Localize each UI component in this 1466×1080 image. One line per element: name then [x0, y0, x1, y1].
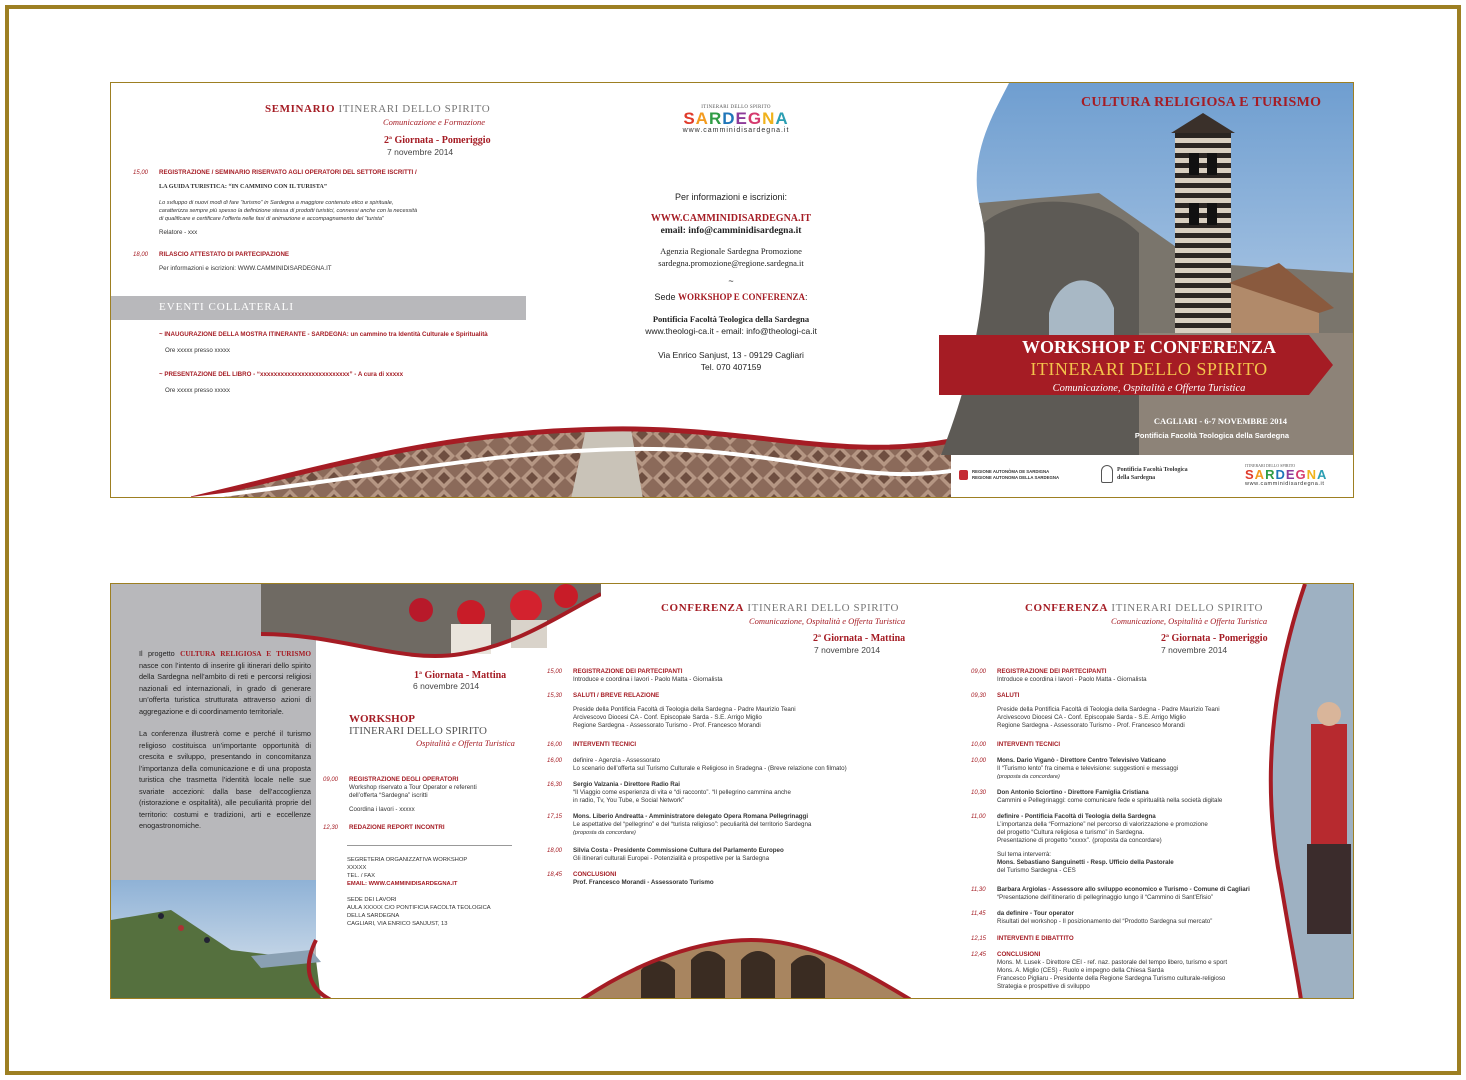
- sardegna-wordmark: SARDEGNA: [683, 109, 789, 128]
- workshop-date: 6 novembre 2014: [413, 681, 480, 691]
- segreteria-block: SEGRETERIA ORGANIZZATIVA WORKSHOP XXXXX TEL. / FAX EMAIL: WWW.CAMMINIDISARDEGNA.IT: [347, 857, 468, 887]
- workshop-divider: [347, 845, 512, 846]
- conf2-day: 2ª Giornata - Pomeriggio: [1161, 633, 1268, 644]
- workshop-header: WORKSHOP ITINERARI DELLO SPIRITO: [349, 713, 487, 737]
- conf2-subtitle: Comunicazione, Ospitalità e Offerta Turistica: [1111, 616, 1268, 626]
- seminario-date: 7 novembre 2014: [387, 147, 454, 157]
- cover-title-1: WORKSHOP E CONFERENZA: [1021, 337, 1277, 357]
- evento-libro: ~ PRESENTAZIONE DEL LIBRO - “xxxxxxxxxxxxxxxxxxxxxxxxxx” - A cura di xxxxx Ore xxxxx presso xxxxx: [159, 371, 404, 394]
- conf2-date: 7 novembre 2014: [1161, 645, 1228, 655]
- mosaic-path-photo: [191, 401, 951, 498]
- conf2-header: CONFERENZA ITINERARI DELLO SPIRITO: [1025, 602, 1264, 614]
- cover-title-3: Comunicazione, Ospitalità e Offerta Turistica: [1052, 383, 1246, 394]
- procession-photo: [261, 584, 601, 664]
- logo-facolta: Pontificia Facoltà Teologica della Sardegna: [1101, 465, 1188, 483]
- seminario-header: SEMINARIO ITINERARI DELLO SPIRITO: [265, 103, 491, 115]
- hikers-photo: [111, 880, 331, 999]
- romanesque-arches-photo: [581, 920, 911, 999]
- workshop-day: 1ª Giornata - Mattina: [414, 670, 507, 681]
- website-link[interactable]: WWW.CAMMINIDISARDEGNA.IT: [650, 213, 812, 224]
- conf1-header: CONFERENZA ITINERARI DELLO SPIRITO: [661, 602, 900, 614]
- seminario-subtitle: Comunicazione e Formazione: [383, 117, 485, 127]
- conf1-day: 2ª Giornata - Mattina: [813, 633, 906, 644]
- eventi-collaterali-bar: EVENTI COLLATERALI: [111, 296, 526, 320]
- cover-city-date: CAGLIARI - 6-7 NOVEMBRE 2014: [1153, 416, 1287, 426]
- brochure-outside-sheet: SEMINARIO ITINERARI DELLO SPIRITO Comunicazione e Formazione 2ª Giornata - Pomeriggio 7 novembre 2014 15,00 REGISTRAZIONE / SEMINARIO RISERVATO AGLI OPERATORI DEL SETTORE ISCRITTI / LA GUIDA TURISTICA: “IN CAMMINO CON IL TURISTA” Lo sviluppo di nuovi modi di fare “turismo” in Sardegna a maggiore contenuto etico e spirituale, caratterizza sempre più spesso la definizione stessa di prodotti turistici, connessi anche con la necessità di qualificare e certificare l’offerta nelle fasi di animazione e accompagnamento del “turista” Relatore - xxx 18,00 RILASCIO ATTESTATO DI PARTECIPAZIONE Per informazioni e iscrizioni: WWW.CAMMINIDISARDEGNA.IT EVENTI COLLATERALI ~ INAUGURAZIONE DELLA MOSTRA ITINERANTE - SARDEGNA: un cammino tra Identità Culturale e Spiritualità Ore xxxxx presso xxxxx ~ PRESENTAZIONE DEL LIBRO - “xxxxxxxxxxxxxxxxxxxxxxxxxx” - A cura di xxxxx Ore xxxxx presso xxxxx ITINERARI DELLO SPIRITO SARDEGNA www.camminidisardegna.it Per informazioni e iscrizioni: WWW.CAMMINIDISARDEGNA.IT email: info@camminidisardegna.it Agenzia Regionale Sardegna Promozione sardegna.promozione@regione.sardegna.it ~ Sede WORKSHOP E CONFERENZA: Pontificia Facoltà Teologica della Sardegna www.theologi-ca.it - email: info@theologi-ca.it Via Enrico Sanjust, 13 - 09129 Cagliari Tel. 070 407159 CULTURA RELIGIOSA E TURISMO WORKSHOP E CONFERENZA ITINERARI DELLO SPIRITO Comunicazione, Ospitalità e Offerta Turistica CAGLIARI - 6-7 NOVEMBRE 2014 Pontificia Facoltà Teologica della Sardegna REGIONE AUTONÒMA DE SARDIGNA REGIONE AUTONOMA DELLA SARDEGNA Pontificia Facoltà Teologica della Sardegna ITINERARI DELLO SPIRITO SARDEGNA www.camminidisardegna.it: [110, 82, 1354, 498]
- cover-title-2: ITINERARI DELLO SPIRITO: [1030, 359, 1268, 379]
- sardegna-wordmark-small: SARDEGNA: [1245, 467, 1328, 482]
- conf1-subtitle: Comunicazione, Ospitalità e Offerta Turistica: [749, 616, 906, 626]
- workshop-subtitle: Ospitalità e Offerta Turistica: [416, 738, 515, 748]
- sardegna-logo-cover: ITINERARI DELLO SPIRITO SARDEGNA www.camminidisardegna.it: [1245, 463, 1341, 487]
- evento-mostra: ~ INAUGURAZIONE DELLA MOSTRA ITINERANTE - SARDEGNA: un cammino tra Identità Culturale e Spiritualità Ore xxxxx presso xxxxx: [159, 331, 488, 354]
- logo-regione: REGIONE AUTONÒMA DE SARDIGNA REGIONE AUTONOMA DELLA SARDEGNA: [959, 469, 1059, 480]
- intro-text: Il progetto CULTURA RELIGIOSA E TURISMO nasce con l’intento di inserire gli itinerari dello spirito della Sardegna nell’ambito di reti e percorsi religiosi nazionali ed internazionali, in grado di generare un’offerta turistica strutturata attraverso azioni di aggregazione e di coordinamento territoriale. La conferenza illustrerà come e perché il turismo religioso costituisca un’importante opportunità di crescita e sviluppo, presentando in concomitanza l’importanza della comunicazione e di una proposta turistica che trasmetta l’identità locale nelle sue svariate accezioni: dalla base dell’accoglienza (ristorazione e ospitalità), alle peculiarità proprie del territorio: costumi e tradizioni, arti e eccellenze enogastronomiche.: [139, 649, 312, 830]
- cover-church-photo: [939, 83, 1354, 455]
- cover-top-title: CULTURA RELIGIOSA E TURISMO: [1081, 95, 1322, 110]
- seminario-day: 2ª Giornata - Pomeriggio: [384, 135, 491, 146]
- sardegna-logo-center: ITINERARI DELLO SPIRITO SARDEGNA www.camminidisardegna.it: [671, 105, 801, 134]
- sede-lavori-block: SEDE DEI LAVORI AULA XXXXX C/O PONTIFICIA FACOLTA TEOLOGICA DELLA SARDEGNA CAGLIARI, VIA ENRICO SANJUST, 13: [347, 897, 491, 927]
- church-crest-icon: [1101, 465, 1113, 483]
- conf1-date: 7 novembre 2014: [814, 645, 881, 655]
- info-block: Per informazioni e iscrizioni: WWW.CAMMINIDISARDEGNA.IT email: info@camminidisardegna.it Agenzia Regionale Sardegna Promozione sardegna.promozione@regione.sardegna.it ~ Sede WORKSHOP E CONFERENZA: Pontificia Facoltà Teologica della Sardegna www.theologi-ca.it - email: info@theologi-ca.it Via Enrico Sanjust, 13 - 09129 Cagliari Tel. 070 407159: [581, 191, 881, 373]
- cover-venue: Pontificia Facoltà Teologica della Sardegna: [1134, 431, 1289, 440]
- brochure-inside-sheet: Il progetto CULTURA RELIGIOSA E TURISMO nasce con l’intento di inserire gli itinerari dello spirito della Sardegna nell’ambito di reti e percorsi religiosi nazionali ed internazionali, in grado di generare un’offerta turistica strutturata attraverso azioni di aggregazione e di coordinamento territoriale. La conferenza illustrerà come e perché il turismo religioso costituisca un’importante opportunità di crescita e sviluppo, presentando in concomitanza l’importanza della comunicazione e di una proposta turistica che trasmetta l’identità locale nelle sue svariate accezioni: dalla base dell’accoglienza (ristorazione e ospitalità), alle peculiarità proprie del territorio: costumi e tradizioni, arti e eccellenze enogastronomiche. 1ª Giornata - Mattina 6 novembre 2014 WORKSHOP ITINERARI DELLO SPIRITO Ospitalità e Offerta Turistica 09,00 REGISTRAZIONE DEGLI OPERATORI Workshop riservato a Tour Operator e referenti dell’offerta “Sardegna” iscritti Coordina i lavori - xxxxx 12,30 REDAZIONE REPORT INCONTRI SEGRETERIA ORGANIZZATIVA WORKSHOP XXXXX TEL. / FAX EMAIL: WWW.CAMMINIDISARDEGNA.IT SEDE DEI LAVORI AULA XXXXX C/O PONTIFICIA FACOLTA TEOLOGICA DELLA SARDEGNA CAGLIARI, VIA ENRICO SANJUST, 13 CONFERENZA ITINERARI DELLO SPIRITO Comunicazione, Ospitalità e Offerta Turistica 2ª Giornata - Mattina 7 novembre 2014 15,00 REGISTRAZIONE DEI PARTECIPANTI Introduce e coordina i lavori - Paolo Matta - Giornalista 15,30 SALUTI / BREVE RELAZIONE Preside della Pontificia Facoltà di Teologia della Sardegna - Padre Maurizio Teani Arcivescovo Diocesi CA - Conf. Episcopale Sarda - S.E. Arrigo Miglio Regione Sardegna - Assessorato Turismo - Prof. Francesco Morandi 16,00 INTERVENTI TECNICI 16,00 definire - Agenzia - Assessorato Lo scenario dell’offerta sul Turismo Culturale e Religioso in Sradegna - (Breve relazione con filmato) 16,30 Sergio Valzania - Direttore Radio Rai “Il Viaggio come esperienza di vita e “di racconto”. “Il pellegrino cammina anche in radio, Tv, You Tube, e Social Network” 17,15 Mons. Liberio Andreatta - Amministratore delegato Opera Romana Pellegrinaggi Le aspettative del “pellegrino” e del “turista religioso”: peculiarità del territorio Sardegna (proposta da concordare) 18,00 Silvia Costa - Presidente Commissione Cultura del Parlamento Europeo Gli itinerari culturali Europei - Potenzialità e prospettive per la Sardegna 18,45 CONCLUSIONI Prof. Francesco Morandi - Assessorato Turismo CONFERENZA ITINERARI DELLO SPIRITO Comunicazione, Ospitalità e Offerta Turistica 2ª Giornata - Pomeriggio 7 novembre 2014 09,00 REGISTRAZIONE DEI PARTECIPANTI Introduce e coordina i lavori - Paolo Matta - Giornalista 09,30 SALUTI Preside della Pontificia Facoltà di Teologia della Sardegna - Padre Maurizio Teani Arcivescovo Diocesi CA - Conf. Episcopale Sarda - S.E. Arrigo Miglio Regione Sardegna - Assessorato Turismo - Prof. Francesco Morandi 10,00 INTERVENTI TECNICI 10,00 Mons. Dario Viganò - Direttore Centro Televisivo Vaticano Il “Turismo lento” fra cinema e televisione: suggestioni e messaggi (proposta da concordare) 10,30 Don Antonio Sciortino - Direttore Famiglia Cristiana Cammini e Pellegrinaggi: come comunicare fede e spiritualità nella società digitale 11,00 definire - Pontificia Facoltà di Teologia della Sardegna L’importanza della “Formazione” nel percorso di valorizzazione e promozione del progetto “Cultura religiosa e turismo” in Sardegna. Presentazione di progetto “xxxxx”. (proposta da concordare) Sul tema interverrà: Mons. Sebastiano Sanguinetti - Resp. Ufficio della Pastorale del Turismo Sardegna - CES 11,30 Barbara Argiolas - Assessore allo sviluppo economico e Turismo - Comune di Cagliari “Presentazione dell’itinerario di pellegrinaggio lungo il “Cammino di Sant’Efisio” 11,45 da definire - Tour operator Risultati del workshop - Il posizionamento del “Prodotto Sardegna sul mercato” 12,15 INTERVENTI E DIBATTITO 12,45 CONCLUSIONI Mons. M. Lusek - Direttore CEI - ref. naz. pastorale del tempo libero, turismo e sport Mons. A. Miglio (CES) - Ruolo e impegno della Chiesa Sarda Francesco Pigliaru - Presidente della Regione Sardegna Turismo culturale-religioso Strategia e prospettive di sviluppo: [110, 583, 1354, 999]
- email-link[interactable]: email: info@camminidisardegna.it: [660, 226, 802, 236]
- regione-crest-icon: [959, 470, 968, 480]
